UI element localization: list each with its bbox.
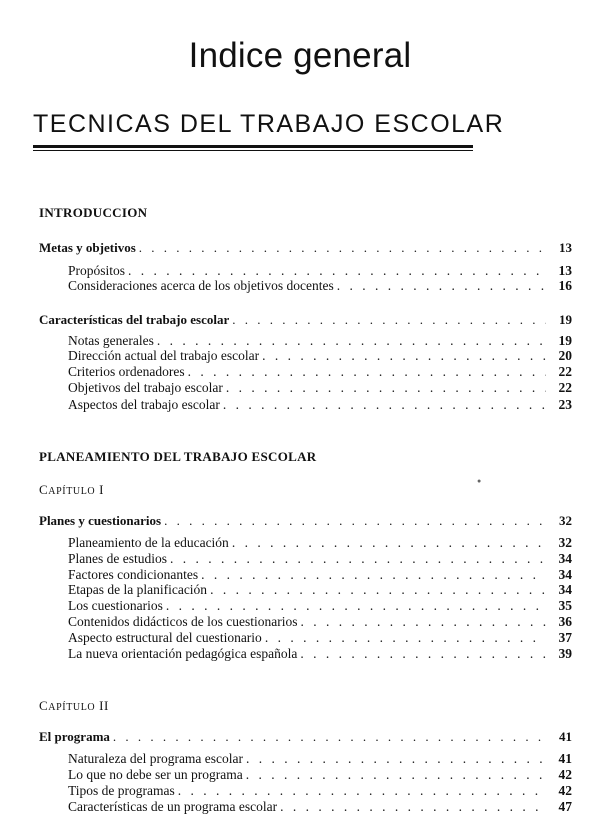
toc-entry[interactable]	[68, 263, 572, 278]
dot-leader	[164, 513, 546, 528]
page-title: Indice general	[188, 36, 412, 75]
dot-leader	[246, 751, 546, 766]
toc-entry[interactable]	[68, 397, 572, 412]
chapter-label	[39, 482, 104, 498]
toc-entry[interactable]	[68, 535, 572, 550]
page-number: 47	[558, 799, 572, 814]
toc-entry[interactable]	[68, 380, 572, 395]
dot-leader	[170, 551, 546, 566]
toc-entry[interactable]	[68, 582, 572, 597]
page-number: 34	[558, 582, 572, 597]
toc-entry[interactable]	[68, 598, 572, 613]
dot-leader	[157, 333, 546, 348]
dot-leader	[300, 614, 546, 629]
dot-leader	[232, 312, 546, 327]
toc-entry[interactable]	[68, 783, 572, 798]
page-number: 35	[558, 598, 572, 613]
entry-label: La nueva orientación pedagógica española	[68, 646, 298, 661]
toc-entry[interactable]	[68, 799, 572, 814]
chapter-word-initial: C	[39, 698, 49, 713]
dot-leader	[210, 582, 546, 597]
entry-label: Propósitos	[68, 263, 126, 278]
page-number: 32	[558, 535, 572, 550]
entry-label: Aspectos del trabajo escolar	[68, 397, 220, 412]
toc-entry-main[interactable]	[39, 312, 572, 327]
toc-entry-main[interactable]	[39, 240, 572, 255]
toc-entry[interactable]	[68, 278, 572, 293]
toc-entry[interactable]	[68, 348, 572, 363]
toc-entry[interactable]	[68, 767, 572, 782]
toc-entry[interactable]	[68, 333, 572, 348]
entry-label: Factores condicionantes	[68, 567, 199, 582]
entry-label: Contenidos didácticos de los cuestionarios	[68, 614, 298, 629]
dot-leader	[113, 729, 546, 744]
entry-label: Características del trabajo escolar	[39, 312, 230, 327]
page-number: 36	[558, 614, 572, 629]
dot-leader	[201, 567, 546, 582]
page-number: 19	[559, 312, 572, 327]
dot-leader	[226, 380, 546, 395]
page-number: 16	[558, 278, 572, 293]
dot-leader	[128, 263, 546, 278]
section-heading-introduccion: INTRODUCCION	[39, 205, 148, 220]
dot-leader	[246, 767, 546, 782]
dot-leader	[188, 364, 546, 379]
entry-label: Lo que no debe ser un programa	[68, 767, 243, 782]
toc-entry[interactable]	[68, 614, 572, 629]
page-number: 41	[558, 751, 572, 766]
page-number: 19	[558, 333, 572, 348]
chapter-word-rest: APÍTULO	[48, 702, 96, 713]
scan-speck: ●	[477, 477, 482, 485]
entry-label: Notas generales	[68, 333, 154, 348]
entry-label: Tipos de programas	[68, 783, 175, 798]
page-number: 39	[558, 646, 572, 661]
page-number: 22	[558, 380, 572, 395]
page-number: 32	[559, 513, 572, 528]
dot-leader	[280, 799, 546, 814]
toc-entry[interactable]	[68, 364, 572, 379]
page-number: 23	[558, 397, 572, 412]
page-number: 22	[558, 364, 572, 379]
toc-entry[interactable]	[68, 551, 572, 566]
entry-label: Planes y cuestionarios	[39, 513, 162, 528]
chapter-word-rest: APÍTULO	[48, 486, 96, 497]
section-heading-planeamiento: PLANEAMIENTO DEL TRABAJO ESCOLAR	[39, 449, 317, 464]
page-number: 42	[558, 783, 572, 798]
toc-entry-main[interactable]	[39, 513, 572, 528]
toc-entry[interactable]	[68, 567, 572, 582]
book-title: TECNICAS DEL TRABAJO ESCOLAR	[33, 110, 505, 138]
chapter-numeral: I	[99, 482, 105, 497]
title-rule-thin	[33, 150, 473, 151]
dot-leader	[232, 535, 546, 550]
chapter-numeral: II	[99, 698, 109, 713]
entry-label: Aspecto estructural del cuestionario	[68, 630, 262, 645]
toc-entry[interactable]	[68, 751, 572, 766]
title-rule-thick	[33, 145, 473, 148]
dot-leader	[178, 783, 546, 798]
page-number: 41	[559, 729, 572, 744]
dot-leader	[300, 646, 546, 661]
entry-label: Metas y objetivos	[39, 240, 136, 255]
page-number: 20	[558, 348, 572, 363]
page-number: 13	[558, 263, 572, 278]
toc-entry-main[interactable]	[39, 729, 572, 744]
dot-leader	[166, 598, 546, 613]
entry-label: Planeamiento de la educación	[68, 535, 229, 550]
entry-label: Naturaleza del programa escolar	[68, 751, 244, 766]
chapter-word-initial: C	[39, 482, 49, 497]
entry-label: El programa	[39, 729, 110, 744]
dot-leader	[265, 630, 546, 645]
page-number: 37	[558, 630, 572, 645]
dot-leader	[223, 397, 546, 412]
page-number: 42	[558, 767, 572, 782]
entry-label: Objetivos del trabajo escolar	[68, 380, 223, 395]
chapter-label	[39, 698, 109, 714]
page-number: 34	[558, 551, 572, 566]
dot-leader	[139, 240, 546, 255]
entry-label: Dirección actual del trabajo escolar	[68, 348, 260, 363]
dot-leader	[262, 348, 546, 363]
entry-label: Etapas de la planificación	[68, 582, 208, 597]
page-number: 34	[558, 567, 572, 582]
toc-entry[interactable]	[68, 630, 572, 645]
entry-label: Planes de estudios	[68, 551, 167, 566]
toc-entry[interactable]	[68, 646, 572, 661]
dot-leader	[337, 278, 546, 293]
page-number: 13	[559, 240, 572, 255]
entry-label: Criterios ordenadores	[68, 364, 185, 379]
entry-label: Características de un programa escolar	[68, 799, 278, 814]
entry-label: Los cuestionarios	[68, 598, 163, 613]
entry-label: Consideraciones acerca de los objetivos docentes	[68, 278, 334, 293]
